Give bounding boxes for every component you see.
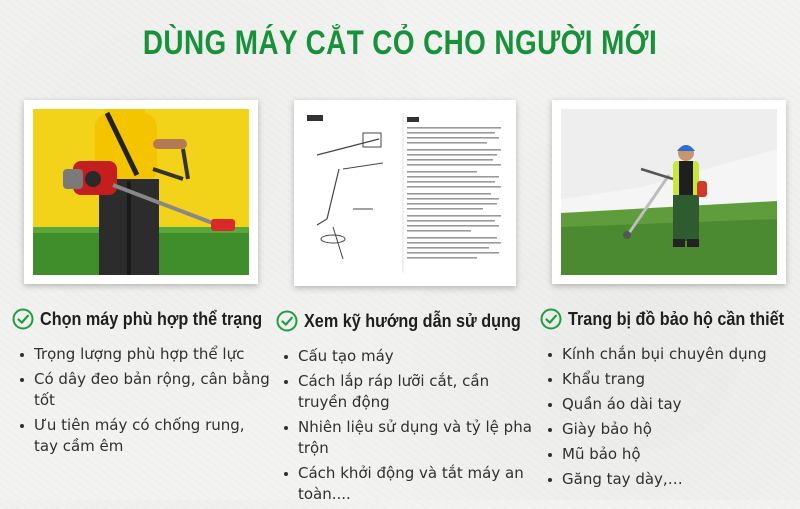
bullet-list <box>12 344 270 457</box>
section-heading-text: Xem kỹ hướng dẫn sử dụng <box>304 310 521 331</box>
photo-frame <box>294 100 516 286</box>
list-item: Quần áo dài tay <box>540 394 798 415</box>
check-circle-icon <box>276 310 298 332</box>
instruction-manual-photo <box>303 109 507 277</box>
list-item: Găng tay dày,… <box>540 469 798 490</box>
section-heading <box>276 310 534 332</box>
section-protective-gear <box>540 100 798 494</box>
list-item: Cách lắp ráp lưỡi cắt, cần truyền động <box>276 371 534 413</box>
list-item: Giày bảo hộ <box>540 419 798 440</box>
list-item: Mũ bảo hộ <box>540 444 798 465</box>
list-item: Khẩu trang <box>540 369 798 390</box>
bullet-list <box>276 346 534 505</box>
worker-with-trimmer-photo <box>33 109 249 275</box>
check-circle-icon <box>12 308 34 330</box>
section-heading <box>540 308 798 330</box>
section-heading-text: Chọn máy phù hợp thể trạng <box>40 308 263 329</box>
section-heading <box>12 308 270 330</box>
photo-frame <box>24 100 258 284</box>
list-item: Trọng lượng phù hợp thể lực <box>12 344 270 365</box>
page-title: DÙNG MÁY CẮT CỎ CHO NGƯỜI MỚI <box>142 24 658 62</box>
section-read-manual <box>276 100 534 509</box>
list-item: Có dây đeo bản rộng, cân bằng tốt <box>12 369 270 411</box>
worker-in-safety-gear-photo <box>561 109 777 275</box>
list-item: Ưu tiên máy có chống rung, tay cầm êm <box>12 415 270 457</box>
list-item: Cấu tạo máy <box>276 346 534 367</box>
list-item: Nhiên liệu sử dụng và tỷ lệ pha trộn <box>276 417 534 459</box>
list-item: Cách khởi động và tắt máy an toàn.... <box>276 463 534 505</box>
bullet-list <box>540 344 798 490</box>
section-heading-text: Trang bị đồ bảo hộ cần thiết <box>568 308 785 329</box>
photo-frame <box>552 100 786 284</box>
list-item: Kính chắn bụi chuyên dụng <box>540 344 798 365</box>
section-choose-machine <box>12 100 270 461</box>
check-circle-icon <box>540 308 562 330</box>
